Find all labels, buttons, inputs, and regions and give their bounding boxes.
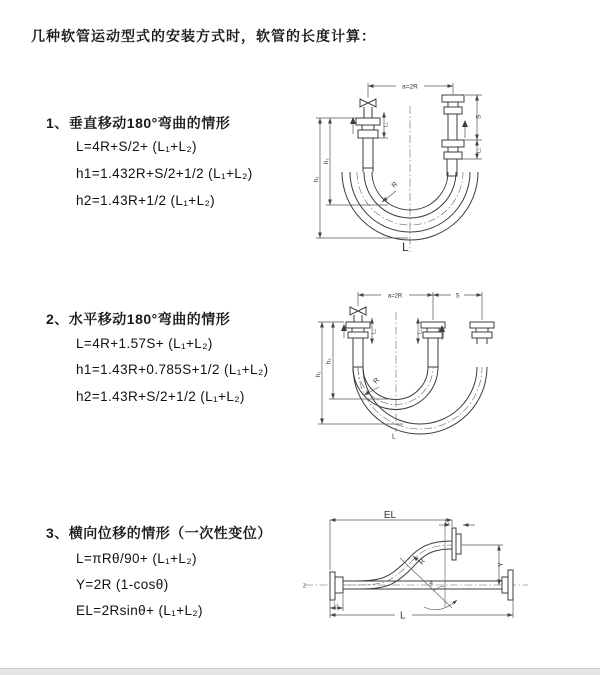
right-upper-flange — [442, 95, 464, 114]
page-edge — [0, 668, 600, 675]
dim-h2-label: h₂ — [324, 158, 330, 164]
movement-arrow-left — [350, 117, 356, 134]
dim-l1-top-label: L₁ — [444, 519, 450, 526]
dim-a2r-label: a=2R — [387, 293, 403, 300]
right-flange-fitting — [470, 322, 494, 338]
dimension-y — [462, 545, 505, 585]
section-3-heading: 3、横向位移的情形（一次性变位） — [46, 525, 272, 541]
valve-icon — [350, 307, 366, 322]
dim-l1-left-label: L₁ — [383, 122, 390, 127]
diagram-horizontal-movement — [308, 282, 508, 447]
dimension-el — [330, 510, 452, 570]
dim-l1-left-label: L₁ — [371, 329, 378, 334]
dim-h1-label: h₁ — [314, 176, 320, 182]
movement-arrow-right — [462, 120, 468, 138]
angle-label: θ — [429, 582, 433, 588]
middle-braided-section — [428, 338, 438, 367]
diagram-vertical-movement — [310, 70, 510, 265]
dim-l1-bottom-label: L₁ — [333, 601, 339, 608]
left-flange-fitting — [346, 322, 370, 338]
section-3-formula-el: EL=2Rsinθ+ (L₁+L₂) — [76, 603, 203, 618]
dim-y-label: Y — [498, 562, 505, 567]
dim-l1-mid-label: L₁ — [417, 329, 424, 334]
radius-label: R — [418, 557, 427, 567]
dimension-l1-top — [439, 520, 475, 526]
left-flange-fitting — [356, 118, 380, 138]
u-bend-hose-original — [353, 367, 438, 410]
dimension-a2r — [358, 292, 482, 320]
angle-construction — [400, 525, 457, 610]
radius-label: R — [372, 376, 381, 386]
dim-h1-label: h₁ — [316, 371, 322, 377]
section-2-heading: 2、水平移动180°弯曲的情形 — [46, 311, 231, 327]
left-braided-section — [363, 138, 373, 168]
left-flange-fitting — [330, 572, 343, 600]
dimension-l1-left — [372, 318, 378, 344]
section-1-heading: 1、垂直移动180°弯曲的情形 — [46, 115, 231, 131]
dim-s-label: S — [475, 114, 483, 119]
section-1-formula-h1: h1=1.432R+S/2+1/2 (L₁+L₂) — [76, 166, 253, 181]
radius-leader — [382, 181, 399, 202]
section-1-formula-l: L=4R+S/2+ (L₁+L₂) — [76, 139, 197, 154]
section-1-formula-h2: h2=1.43R+1/2 (L₁+L₂) — [76, 193, 216, 208]
dim-s-label: S — [455, 293, 460, 300]
dim-a2r-label: a=2R — [402, 83, 418, 91]
section-2-formula-h2: h2=1.43R+S/2+1/2 (L₁+L₂) — [76, 389, 245, 404]
dimension-s — [433, 294, 482, 300]
dimension-l — [330, 600, 513, 622]
section-2-formula-l: L=4R+1.57S+ (L₁+L₂) — [76, 336, 213, 351]
centerline-mark: Z — [303, 583, 307, 590]
right-lower-flange — [442, 140, 464, 159]
dim-l-label: L — [400, 610, 406, 622]
section-2-formula-h1: h1=1.43R+0.785S+1/2 (L₁+L₂) — [76, 362, 269, 377]
page-title: 几种软管运动型式的安装方式时，软管的长度计算： — [31, 28, 376, 44]
dim-el-label: EL — [383, 510, 397, 521]
length-label: L — [402, 240, 409, 254]
radius-label: R — [390, 180, 400, 190]
left-braided-section — [353, 338, 363, 367]
section-3-formula-l: L=πRθ/90+ (L₁+L₂) — [76, 551, 197, 566]
diagram-lateral-displacement — [300, 498, 535, 623]
dim-l1-right-label: L₁ — [476, 148, 483, 153]
s-curve-hose — [343, 541, 452, 589]
rotation-arrow — [424, 600, 457, 610]
length-label: L — [392, 433, 396, 441]
right-flange-fitting — [502, 570, 513, 600]
valve-icon — [360, 99, 376, 118]
section-3-formula-y: Y=2R (1-cosθ) — [76, 577, 169, 592]
dimension-a2r — [368, 83, 453, 98]
displaced-flange-fitting — [452, 528, 461, 560]
dim-h2-label: h₂ — [326, 358, 333, 364]
